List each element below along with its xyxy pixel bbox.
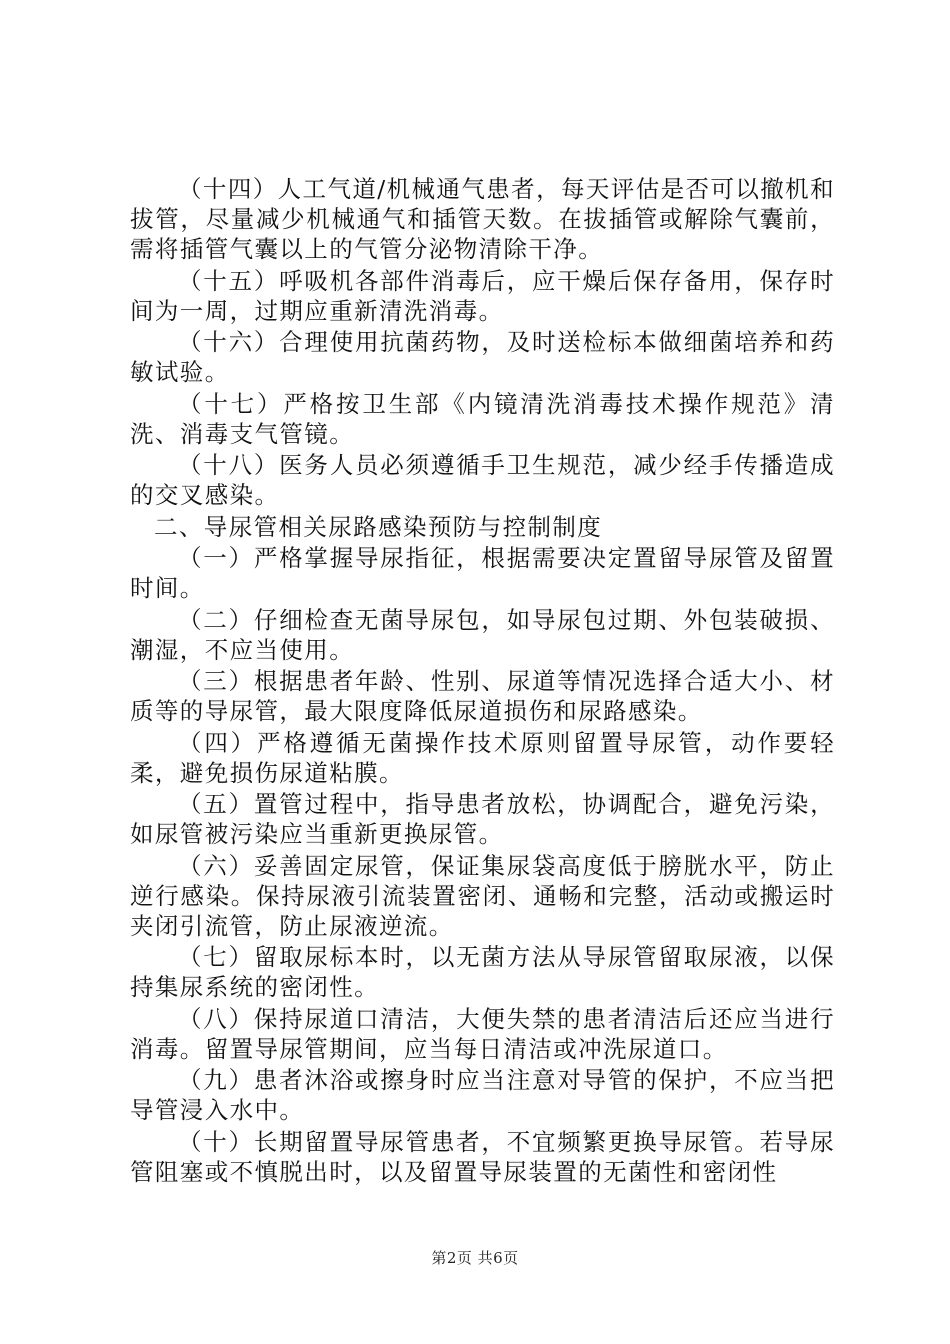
paragraph-item-6: （六）妥善固定尿管，保证集尿袋高度低于膀胱水平，防止逆行感染。保持尿液引流装置密闭、通畅和完整，活动或搬运时夹闭引流管，防止尿液逆流。 (130, 851, 835, 940)
section-heading: 二、导尿管相关尿路感染预防与控制制度 (154, 512, 603, 541)
paragraph-item-14: （十四）人工气道/机械通气患者，每天评估是否可以撤机和拔管，尽量减少机械通气和插管天数。在拔插管或解除气囊前，需将插管气囊以上的气管分泌物清除干净。 (130, 175, 835, 263)
paragraph-item-2: （二）仔细检查无菌导尿包，如导尿包过期、外包装破损、潮湿，不应当使用。 (130, 605, 835, 664)
paragraph-item-17: （十七）严格按卫生部《内镜清洗消毒技术操作规范》清洗、消毒支气管镜。 (130, 389, 835, 448)
paragraph-item-8: （八）保持尿道口清洁，大便失禁的患者清洁后还应当进行消毒。留置导尿管期间，应当每日清洁或冲洗尿道口。 (130, 1004, 835, 1063)
page-footer (0, 1248, 950, 1268)
paragraph-item-5: （五）置管过程中，指导患者放松，协调配合，避免污染，如尿管被污染应当重新更换尿管。 (130, 790, 835, 848)
paragraph-item-1: （一）严格掌握导尿指征，根据需要决定置留导尿管及留置时间。 (130, 544, 835, 602)
paragraph-item-7: （七）留取尿标本时，以无菌方法从导尿管留取尿液，以保持集尿系统的密闭性。 (130, 943, 835, 1001)
paragraph-item-16: （十六）合理使用抗菌药物，及时送检标本做细菌培养和药敏试验。 (130, 328, 835, 386)
paragraph-item-3: （三）根据患者年龄、性别、尿道等情况选择合适大小、材质等的导尿管，最大限度降低尿道损伤和尿路感染。 (130, 667, 835, 725)
paragraph-item-10: （十）长期留置导尿管患者，不宜频繁更换导尿管。若导尿管阻塞或不慎脱出时，以及留置导尿装置的无菌性和密闭性 (130, 1127, 835, 1186)
paragraph-item-15: （十五）呼吸机各部件消毒后，应干燥后保存备用，保存时间为一周，过期应重新清洗消毒。 (130, 266, 835, 325)
document-body (130, 174, 835, 1188)
paragraph-item-9: （九）患者沐浴或擦身时应当注意对导管的保护，不应当把导管浸入水中。 (130, 1066, 835, 1124)
paragraph-item-18: （十八）医务人员必须遵循手卫生规范，减少经手传播造成的交叉感染。 (130, 451, 835, 509)
paragraph-item-4: （四）严格遵循无菌操作技术原则留置导尿管，动作要轻柔，避免损伤尿道粘膜。 (130, 728, 835, 787)
page-number-label: 第2页 共6页 (431, 1249, 519, 1267)
